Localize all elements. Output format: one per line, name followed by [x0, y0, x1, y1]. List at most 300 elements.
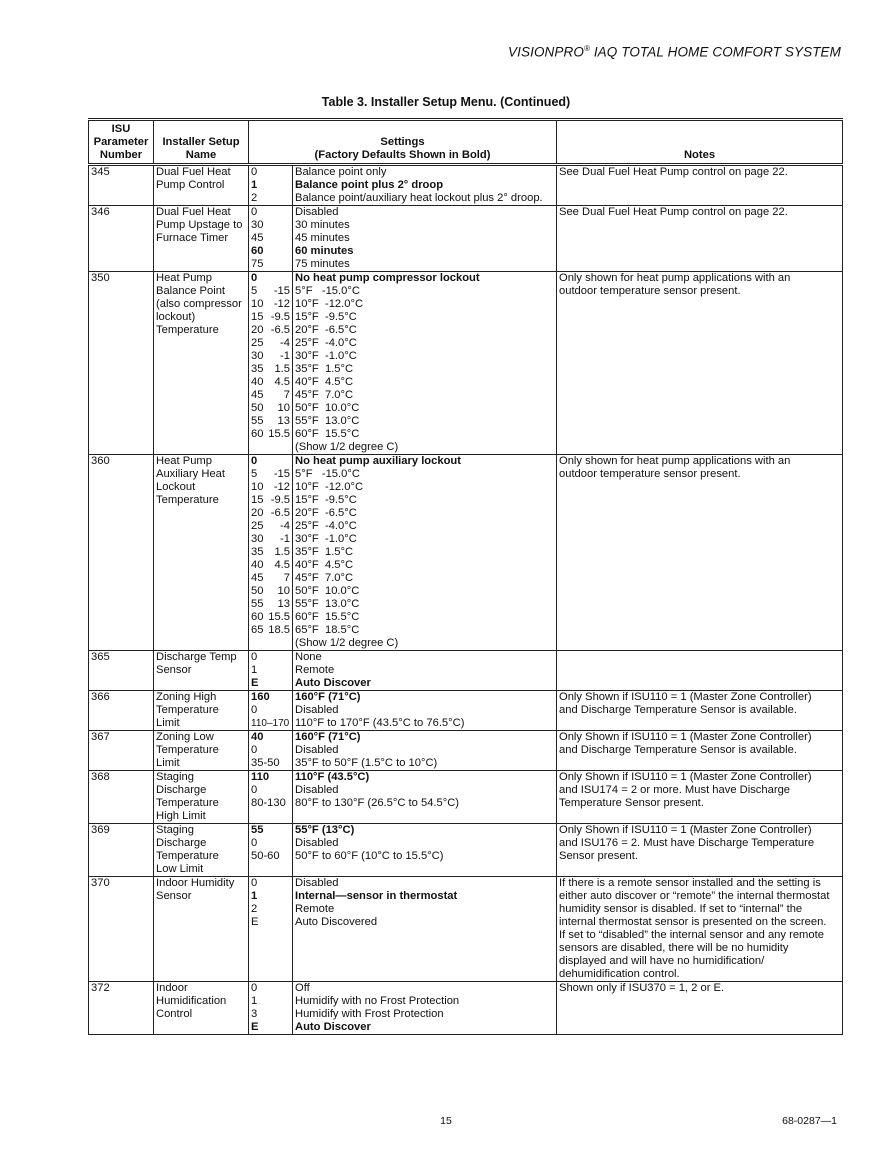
setting-value	[251, 559, 290, 572]
setting-value-f: 2	[251, 192, 258, 204]
setup-name-line: Temperature	[156, 704, 219, 716]
setting-description: 45 minutes	[295, 232, 350, 244]
table-header-row	[89, 120, 843, 165]
setting-value-c: -9.5	[270, 494, 290, 506]
notes-line: outdoor temperature sensor present.	[559, 468, 741, 480]
setup-name-line: Sensor	[156, 890, 192, 902]
setting-value-f: 60	[251, 245, 264, 257]
notes-line: and Discharge Temperature Sensor is available.	[559, 744, 797, 756]
setting-value-f: 50	[251, 402, 264, 414]
setting-value-f: 0	[251, 272, 258, 284]
setup-name-cell	[154, 272, 249, 455]
setting-description: 55°F (13°C)	[295, 824, 355, 836]
installer-setup-table	[88, 118, 843, 1035]
setting-value-f: 3	[251, 1008, 258, 1020]
setting-value-f: 2	[251, 903, 258, 915]
setup-name-cell	[154, 651, 249, 691]
setup-name-line: Discharge	[156, 837, 207, 849]
setting-value	[251, 572, 290, 585]
notes-cell	[557, 982, 843, 1035]
setup-name-line: Pump Control	[156, 179, 225, 191]
param-number-cell	[89, 165, 154, 206]
settings-cell	[293, 771, 557, 824]
setting-value	[251, 533, 290, 546]
header-param-line: Parameter	[93, 136, 149, 148]
setting-value-f: 20	[251, 507, 264, 519]
setup-name-line: Staging	[156, 771, 194, 783]
setup-name-line: Pump Upstage to	[156, 219, 243, 231]
param-number: 368	[91, 771, 110, 783]
setting-description: 45°F 7.0°C	[295, 572, 354, 584]
setting-value	[251, 611, 290, 624]
setting-value	[251, 192, 290, 205]
table-row	[89, 982, 843, 1035]
table-body	[89, 165, 843, 1035]
header-settings	[249, 120, 557, 165]
page-number: 15	[440, 1115, 452, 1127]
settings-cell	[293, 165, 557, 206]
setup-name-line: Temperature	[156, 850, 219, 862]
setup-name-line: Indoor	[156, 982, 188, 994]
setting-value	[251, 797, 290, 810]
setting-value	[251, 507, 290, 520]
header-param-line: Number	[99, 149, 143, 161]
setting-value	[251, 402, 290, 415]
setting-value-f: 20	[251, 324, 264, 336]
table-row	[89, 691, 843, 731]
setting-value-f: 10	[251, 298, 264, 310]
param-number: 369	[91, 824, 110, 836]
setting-description: Humidify with no Frost Protection	[295, 995, 460, 1007]
setting-description: 20°F -6.5°C	[295, 324, 357, 336]
setting-description: None	[295, 651, 322, 663]
setting-value	[251, 298, 290, 311]
notes-line: Temperature Sensor present.	[559, 797, 704, 809]
setting-value	[251, 731, 290, 744]
setting-value-f: 110–170	[251, 718, 290, 729]
param-number: 360	[91, 455, 110, 467]
setting-value	[251, 691, 290, 704]
setup-name-line: Low Limit	[156, 863, 204, 875]
notes-line: and Discharge Temperature Sensor is available.	[559, 704, 797, 716]
param-number: 367	[91, 731, 110, 743]
setting-description: 20°F -6.5°C	[295, 507, 357, 519]
setting-description: 45°F 7.0°C	[295, 389, 354, 401]
setting-description: Disabled	[295, 206, 339, 218]
setting-value-c: 7	[283, 389, 290, 401]
setting-value-f: 45	[251, 572, 264, 584]
setting-value	[251, 219, 290, 232]
setting-value-f: 0	[251, 455, 258, 467]
setting-value-c: 15.5	[268, 428, 290, 440]
table-row	[89, 455, 843, 651]
setting-description: 65°F 18.5°C	[295, 624, 360, 636]
notes-line: and ISU174 = 2 or more. Must have Discharge	[559, 784, 791, 796]
notes-cell	[557, 691, 843, 731]
setting-value-f: 1	[251, 890, 258, 902]
setting-value	[251, 285, 290, 298]
setting-description: Auto Discover	[295, 1021, 371, 1033]
setting-value-f: 1	[251, 664, 258, 676]
setting-description: (Show 1/2 degree C)	[295, 637, 399, 649]
setting-value	[251, 890, 290, 903]
notes-line: Only Shown if ISU110 = 1 (Master Zone Controller)	[559, 824, 812, 836]
setting-description: 110°F to 170°F (43.5°C to 76.5°C)	[295, 717, 465, 729]
setting-value-f: 0	[251, 166, 258, 178]
setting-description: 35°F 1.5°C	[295, 546, 354, 558]
setting-value-f: 80-130	[251, 797, 286, 809]
setting-description: Remote	[295, 664, 335, 676]
settings-cell	[293, 691, 557, 731]
table-row	[89, 206, 843, 272]
setting-value-f: 5	[251, 285, 258, 297]
setup-name-cell	[154, 771, 249, 824]
setting-value-c: -4	[280, 337, 290, 349]
notes-line: Shown only if ISU370 = 1, 2 or E.	[559, 982, 725, 994]
setting-value	[251, 784, 290, 797]
settings-cell	[293, 982, 557, 1035]
header-settings-line: Settings	[380, 136, 425, 148]
setting-value-f: 10	[251, 481, 264, 493]
setting-value	[251, 757, 290, 770]
setup-name-line: Furnace Timer	[156, 232, 229, 244]
setting-value-f: 110	[251, 771, 270, 783]
setting-description: Balance point plus 2° droop	[295, 179, 444, 191]
setting-value-c: 10	[277, 585, 290, 597]
setting-value	[251, 1008, 290, 1021]
setting-value	[251, 166, 290, 179]
setting-value	[251, 232, 290, 245]
setting-description: 10°F -12.0°C	[295, 481, 364, 493]
table-row	[89, 731, 843, 771]
table-title: Table 3. Installer Setup Menu. (Continued)	[321, 95, 571, 109]
header-name	[154, 120, 249, 165]
setting-description: No heat pump compressor lockout	[295, 272, 480, 284]
setting-value-c: -15	[273, 285, 290, 297]
notes-line: If set to “disabled” the internal sensor and any remote	[559, 929, 824, 941]
setting-value-f: 55	[251, 598, 264, 610]
setting-value-c: -4	[280, 520, 290, 532]
setting-value-c: 15.5	[268, 611, 290, 623]
setup-name-line: Dual Fuel Heat	[156, 166, 231, 178]
notes-line: See Dual Fuel Heat Pump control on page 22.	[559, 206, 788, 218]
setting-description: 40°F 4.5°C	[295, 376, 354, 388]
notes-cell	[557, 455, 843, 651]
notes-cell	[557, 731, 843, 771]
setting-value-f: 35	[251, 363, 264, 375]
settings-cell	[293, 877, 557, 982]
setting-description: 35°F 1.5°C	[295, 363, 354, 375]
setting-value	[251, 415, 290, 428]
setting-value-c: 10	[277, 402, 290, 414]
table-row	[89, 272, 843, 455]
setting-values-cell	[249, 877, 293, 982]
notes-line: sensors are disabled, there will be no humidity	[559, 942, 789, 954]
setting-description: Auto Discovered	[295, 916, 378, 928]
setting-value-f: E	[251, 1021, 259, 1033]
setting-value-f: 160	[251, 691, 270, 703]
settings-cell	[293, 272, 557, 455]
notes-line: Only shown for heat pump applications with an	[559, 455, 791, 467]
table-row	[89, 771, 843, 824]
notes-cell	[557, 651, 843, 691]
header-notes	[557, 120, 843, 165]
settings-cell	[293, 455, 557, 651]
setting-description: 30 minutes	[295, 219, 350, 231]
notes-line: Sensor present.	[559, 850, 638, 862]
notes-cell	[557, 272, 843, 455]
setting-value	[251, 903, 290, 916]
param-number: 366	[91, 691, 110, 703]
notes-cell	[557, 771, 843, 824]
setting-value-c: 7	[283, 572, 290, 584]
setup-name-line: Limit	[156, 717, 180, 729]
setting-values-cell	[249, 165, 293, 206]
setting-value-f: 50-60	[251, 850, 280, 862]
setting-description: 60°F 15.5°C	[295, 428, 360, 440]
setting-value	[251, 520, 290, 533]
table-row	[89, 651, 843, 691]
setting-value	[251, 428, 290, 441]
param-number-cell	[89, 455, 154, 651]
setting-description: 55°F 13.0°C	[295, 415, 360, 427]
setting-value-f: 60	[251, 428, 264, 440]
settings-cell	[293, 206, 557, 272]
setting-value	[251, 585, 290, 598]
notes-line: and ISU176 = 2. Must have Discharge Temperature	[559, 837, 815, 849]
setting-value-c: -15	[273, 468, 290, 480]
param-number-cell	[89, 691, 154, 731]
notes-line: Only shown for heat pump applications with an	[559, 272, 791, 284]
setup-name-line: Temperature	[156, 494, 219, 506]
setup-name-line: Discharge Temp	[156, 651, 237, 663]
setting-description: Internal—sensor in thermostat	[295, 890, 458, 902]
setting-value	[251, 771, 290, 784]
param-number: 370	[91, 877, 110, 889]
setting-value-c: 1.5	[274, 546, 290, 558]
setting-values-cell	[249, 731, 293, 771]
setting-value	[251, 311, 290, 324]
setting-value	[251, 664, 290, 677]
setting-description: 80°F to 130°F (26.5°C to 54.5°C)	[295, 797, 460, 809]
setting-value	[251, 324, 290, 337]
header-rest: IAQ TOTAL HOME COMFORT SYSTEM	[589, 44, 841, 60]
setting-description: Disabled	[295, 704, 339, 716]
setup-name-line: High Limit	[156, 810, 206, 822]
setting-values-cell	[249, 206, 293, 272]
setting-value-f: 60	[251, 611, 264, 623]
setting-value	[251, 877, 290, 890]
setting-value-f: 65	[251, 624, 264, 636]
setting-value-f: 1	[251, 995, 258, 1007]
setting-values-cell	[249, 982, 293, 1035]
setup-name-line: (also compressor	[156, 298, 242, 310]
setting-value-c: -12	[273, 298, 290, 310]
setup-name-line: Zoning Low	[156, 731, 214, 743]
setting-value-f: 35-50	[251, 757, 280, 769]
setting-description: Disabled	[295, 837, 339, 849]
settings-cell	[293, 824, 557, 877]
setting-value-c: 4.5	[274, 559, 290, 571]
setup-name-line: Indoor Humidity	[156, 877, 235, 889]
setting-value-c: 13	[277, 415, 290, 427]
setting-value-c: 1.5	[274, 363, 290, 375]
setting-description: 160°F (71°C)	[295, 731, 361, 743]
setting-value	[251, 1021, 290, 1034]
setup-name-line: Staging	[156, 824, 194, 836]
setting-value-f: 30	[251, 219, 264, 231]
setting-value	[251, 744, 290, 757]
setting-description: 35°F to 50°F (1.5°C to 10°C)	[295, 757, 438, 769]
setting-description: 25°F -4.0°C	[295, 337, 357, 349]
setting-value-f: 30	[251, 350, 264, 362]
setting-value	[251, 916, 290, 929]
setup-name-line: Sensor	[156, 664, 192, 676]
setting-value-c: -12	[273, 481, 290, 493]
setting-value	[251, 717, 290, 730]
setting-value-f: 0	[251, 651, 258, 663]
setting-value-f: 75	[251, 258, 264, 270]
setting-description: 50°F 10.0°C	[295, 585, 360, 597]
setting-value	[251, 481, 290, 494]
setting-value	[251, 824, 290, 837]
notes-cell	[557, 877, 843, 982]
param-number: 346	[91, 206, 110, 218]
table-row	[89, 824, 843, 877]
setting-value	[251, 995, 290, 1008]
setting-value-c: -6.5	[270, 507, 290, 519]
notes-line: Only Shown if ISU110 = 1 (Master Zone Controller)	[559, 771, 812, 783]
setting-value-f: E	[251, 677, 259, 689]
setup-name-cell	[154, 691, 249, 731]
setting-description: Balance point/auxiliary heat lockout plus 2° droop.	[295, 192, 543, 204]
setting-description: 60°F 15.5°C	[295, 611, 360, 623]
setup-name-line: Discharge	[156, 784, 207, 796]
setting-value	[251, 837, 290, 850]
table-row	[89, 165, 843, 206]
setting-description: 30°F -1.0°C	[295, 533, 357, 545]
param-number-cell	[89, 877, 154, 982]
setup-name-line: Limit	[156, 757, 180, 769]
notes-line: either auto discover or “remote” the internal thermostat	[559, 890, 830, 902]
setting-values-cell	[249, 824, 293, 877]
setup-name-line: lockout)	[156, 311, 196, 323]
setting-value	[251, 179, 290, 192]
notes-line: humidity sensor is disabled. If set to “internal” the	[559, 903, 803, 915]
setting-value-f: 0	[251, 877, 258, 889]
setting-value	[251, 389, 290, 402]
notes-line: outdoor temperature sensor present.	[559, 285, 741, 297]
setting-value-c: -9.5	[270, 311, 290, 323]
setup-name-cell	[154, 731, 249, 771]
setup-name-line: Humidification	[156, 995, 227, 1007]
setting-description: No heat pump auxiliary lockout	[295, 455, 461, 467]
setting-value-f: 0	[251, 784, 258, 796]
setting-value-f: 55	[251, 824, 264, 836]
setting-description: Disabled	[295, 877, 339, 889]
setup-name-line: Temperature	[156, 744, 219, 756]
setting-value-c: -1	[280, 350, 290, 362]
setup-name-line: Auxiliary Heat	[156, 468, 226, 480]
param-number: 350	[91, 272, 110, 284]
param-number-cell	[89, 982, 154, 1035]
setup-name-cell	[154, 877, 249, 982]
setup-name-cell	[154, 982, 249, 1035]
param-number-cell	[89, 651, 154, 691]
setup-name-line: Control	[156, 1008, 193, 1020]
setting-values-cell	[249, 272, 293, 455]
setting-value	[251, 272, 290, 285]
setup-name-cell	[154, 165, 249, 206]
setting-value-f: 25	[251, 520, 264, 532]
setting-description: Humidify with Frost Protection	[295, 1008, 444, 1020]
setting-value-c: -1	[280, 533, 290, 545]
setting-values-cell	[249, 455, 293, 651]
setting-value	[251, 494, 290, 507]
setting-value-f: 40	[251, 731, 264, 743]
running-header	[508, 44, 841, 60]
setting-value-f: 1	[251, 179, 258, 191]
setting-value-f: E	[251, 916, 259, 928]
notes-cell	[557, 165, 843, 206]
setting-value-c: 13	[277, 598, 290, 610]
setting-value	[251, 455, 290, 468]
setting-value-f: 55	[251, 415, 264, 427]
setting-value	[251, 850, 290, 863]
setting-value-f: 30	[251, 533, 264, 545]
setting-description: 5°F -15.0°C	[295, 285, 360, 297]
notes-line: Only Shown if ISU110 = 1 (Master Zone Controller)	[559, 731, 812, 743]
header-param	[89, 120, 154, 165]
setup-name-cell	[154, 455, 249, 651]
setting-value-c: 4.5	[274, 376, 290, 388]
param-number: 345	[91, 166, 110, 178]
setting-description: 60 minutes	[295, 245, 354, 257]
param-number: 372	[91, 982, 110, 994]
setting-description: Disabled	[295, 744, 339, 756]
setup-name-line: Balance Point	[156, 285, 226, 297]
setting-value	[251, 245, 290, 258]
setting-description: Disabled	[295, 784, 339, 796]
setting-description: 160°F (71°C)	[295, 691, 361, 703]
setting-value	[251, 982, 290, 995]
setting-description: (Show 1/2 degree C)	[295, 441, 399, 453]
header-notes-line: Notes	[683, 149, 716, 161]
setup-name-line: Heat Pump	[156, 455, 212, 467]
setup-name-line: Temperature	[156, 324, 219, 336]
setting-value	[251, 258, 290, 271]
settings-cell	[293, 651, 557, 691]
notes-line: dehumidification control.	[559, 968, 680, 980]
setting-value-f: 5	[251, 468, 258, 480]
setting-value	[251, 363, 290, 376]
setting-description: Remote	[295, 903, 335, 915]
setting-value	[251, 546, 290, 559]
setting-value	[251, 337, 290, 350]
setting-description: 75 minutes	[295, 258, 350, 270]
table-row	[89, 877, 843, 982]
setting-description: Auto Discover	[295, 677, 371, 689]
setting-value-f: 15	[251, 311, 264, 323]
setting-value	[251, 677, 290, 690]
setting-values-cell	[249, 691, 293, 731]
setting-value	[251, 376, 290, 389]
setting-value-f: 45	[251, 389, 264, 401]
notes-line: displayed and will have no humidification/	[559, 955, 765, 967]
setup-name-line: Lockout	[156, 481, 196, 493]
param-number: 365	[91, 651, 110, 663]
settings-cell	[293, 731, 557, 771]
